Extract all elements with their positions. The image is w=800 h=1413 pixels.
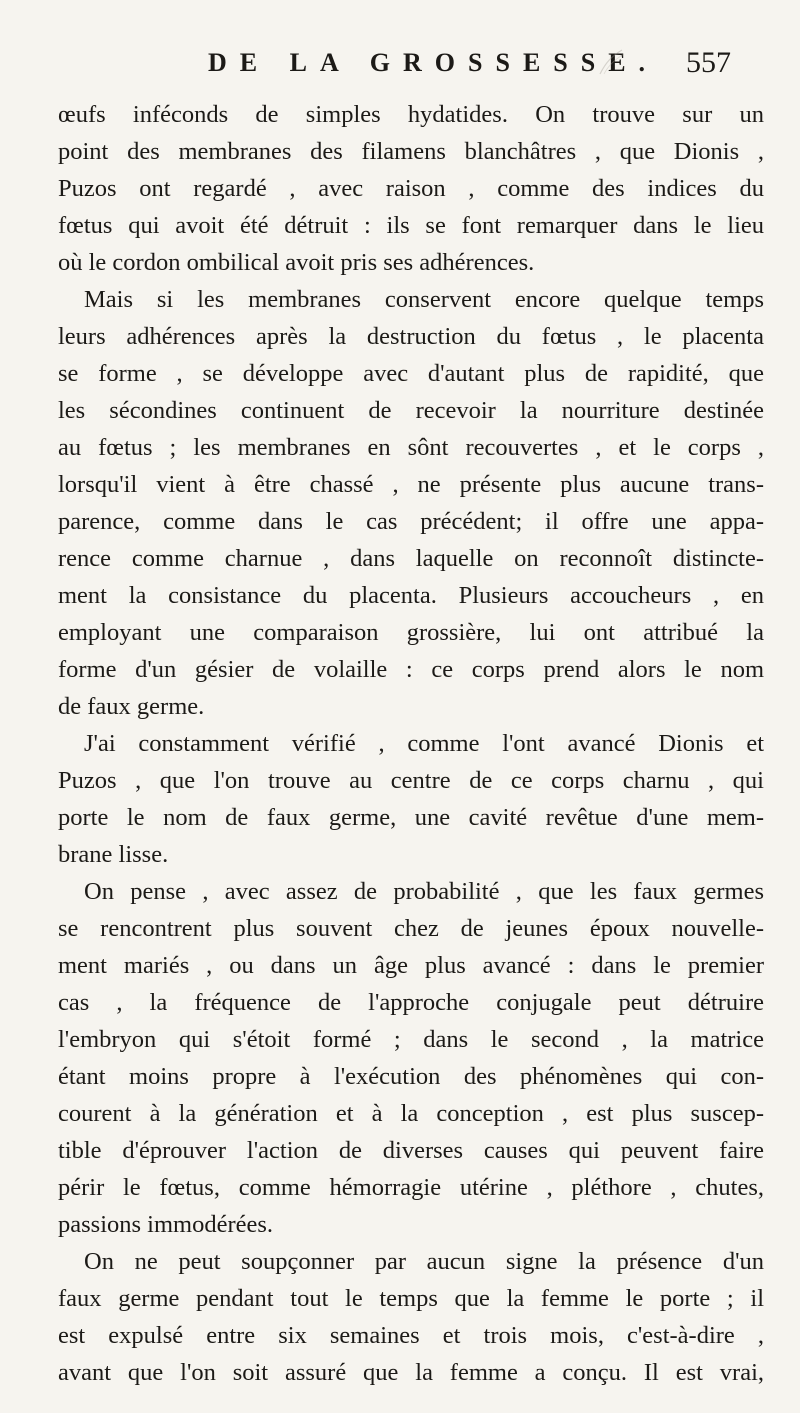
text-line: ment la consistance du placenta. Plusieurs accoucheurs , en	[58, 582, 764, 609]
text-line: point des membranes des filamens blanchâtres , que Dionis ,	[58, 138, 764, 165]
text-line: Puzos , que l'on trouve au centre de ce corps charnu , qui	[58, 767, 764, 794]
text-line: porte le nom de faux germe, une cavité revêtue d'une mem-	[58, 804, 764, 831]
text-line: se rencontrent plus souvent chez de jeunes époux nouvelle-	[58, 915, 764, 942]
running-head-title: DE LA GROSSESSE.	[208, 48, 659, 77]
text-line: de faux germe.	[58, 693, 205, 720]
body-text	[58, 96, 764, 1391]
text-line: œufs inféconds de simples hydatides. On trouve sur un	[58, 101, 764, 128]
text-line: avant que l'on soit assuré que la femme a conçu. Il est vrai,	[58, 1359, 764, 1386]
text-line: est expulsé entre six semaines et trois mois, c'est-à-dire ,	[58, 1322, 764, 1349]
text-line: forme d'un gésier de volaille : ce corps prend alors le nom	[58, 656, 764, 683]
text-line: Mais si les membranes conservent encore quelque temps	[84, 286, 764, 313]
text-line: On pense , avec assez de probabilité , que les faux germes	[84, 878, 764, 905]
text-line: étant moins propre à l'exécution des phénomènes qui con-	[58, 1063, 764, 1090]
text-line: brane lisse.	[58, 841, 169, 868]
text-line: Puzos ont regardé , avec raison , comme des indices du	[58, 175, 764, 202]
text-line: où le cordon ombilical avoit pris ses adhérences.	[58, 249, 535, 276]
text-line: faux germe pendant tout le temps que la femme le porte ; il	[58, 1285, 764, 1312]
text-line: ment mariés , ou dans un âge plus avancé : dans le premier	[58, 952, 764, 979]
text-line: lorsqu'il vient à être chassé , ne présente plus aucune trans-	[58, 471, 764, 498]
text-line: rence comme charnue , dans laquelle on reconnoît distincte-	[58, 545, 764, 572]
text-line: les sécondines continuent de recevoir la nourriture destinée	[58, 397, 764, 424]
ink-smudge-icon	[596, 48, 626, 76]
text-line: l'embryon qui s'étoit formé ; dans le second , la matrice	[58, 1026, 764, 1053]
text-line: se forme , se développe avec d'autant plus de rapidité, que	[58, 360, 764, 387]
text-line: courent à la génération et à la conception , est plus suscep-	[58, 1100, 764, 1127]
text-line: fœtus qui avoit été détruit : ils se font remarquer dans le lieu	[58, 212, 764, 239]
running-head	[0, 48, 800, 88]
text-line: passions immodérées.	[58, 1211, 274, 1238]
text-line: au fœtus ; les membranes en sônt recouvertes , et le corps ,	[58, 434, 764, 461]
text-line: On ne peut soupçonner par aucun signe la présence d'un	[84, 1248, 764, 1275]
text-line: périr le fœtus, comme hémorragie utérine , pléthore , chutes,	[58, 1174, 764, 1201]
text-line: leurs adhérences après la destruction du fœtus , le placenta	[58, 323, 764, 350]
text-line: cas , la fréquence de l'approche conjugale peut détruire	[58, 989, 764, 1016]
text-line: parence, comme dans le cas précédent; il offre une appa-	[58, 508, 764, 535]
text-line: employant une comparaison grossière, lui ont attribué la	[58, 619, 764, 646]
page-number: 557	[686, 46, 731, 79]
text-line: J'ai constamment vérifié , comme l'ont avancé Dionis et	[84, 730, 764, 757]
text-line: tible d'éprouver l'action de diverses causes qui peuvent faire	[58, 1137, 764, 1164]
